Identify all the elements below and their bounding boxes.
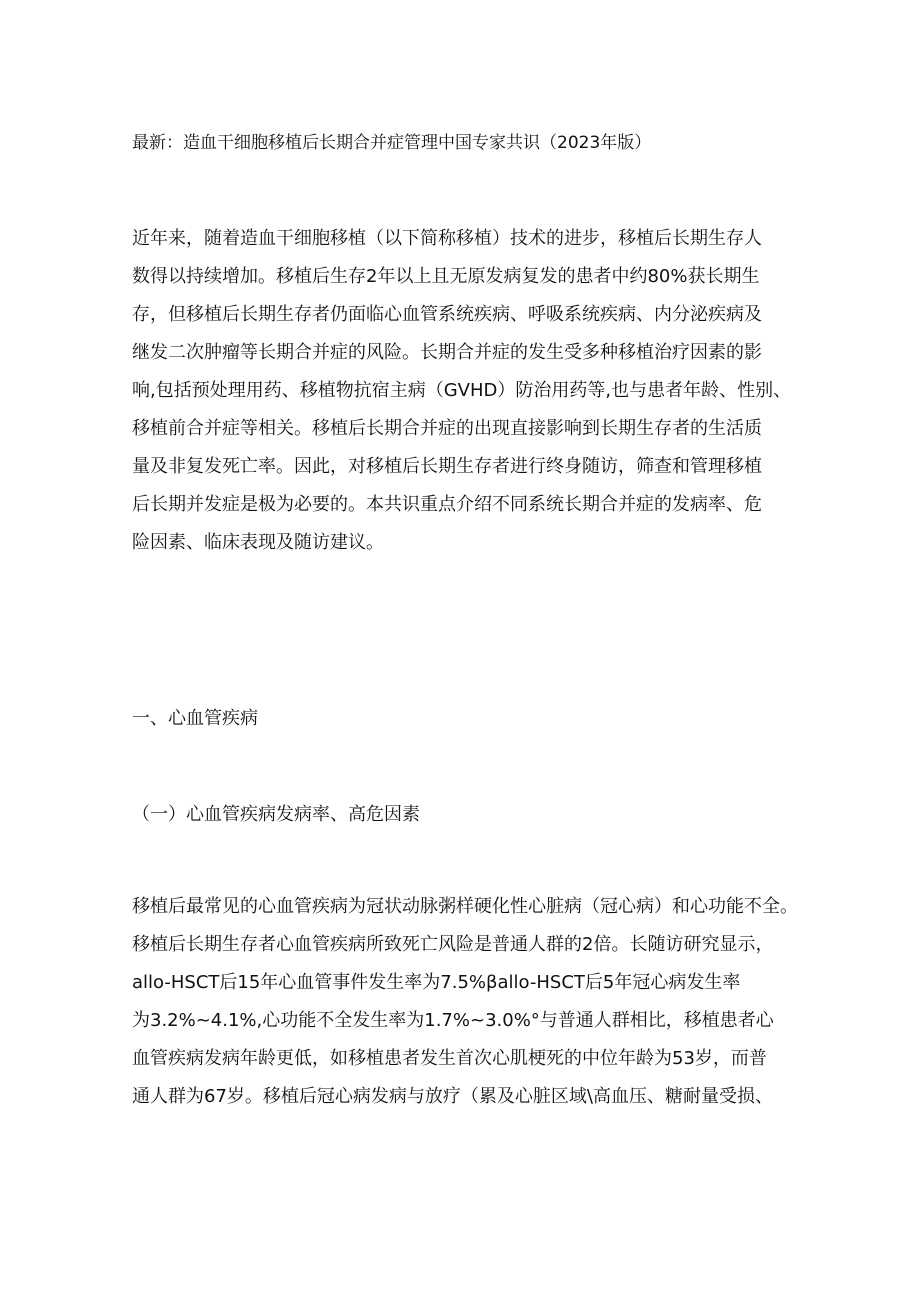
- paragraph-line: allo-HSCT后15年心血管事件发生率为7.5%βallo-HSCT后5年冠心病发生率: [132, 972, 741, 993]
- paragraph-line: 响,包括预处理用药、移植物抗宿主病（GVHD）防治用药等,也与患者年龄、性别、: [132, 380, 792, 401]
- subsection-heading: （一）心血管疾病发病率、高危因素: [132, 804, 420, 825]
- paragraph-line: 为3.2%~4.1%,心功能不全发生率为1.7%~3.0%°与普通人群相比，移植患者心: [132, 1010, 774, 1031]
- paragraph-line: 存，但移植后长期生存者仍面临心血管系统疾病、呼吸系统疾病、内分泌疾病及: [132, 304, 762, 325]
- paragraph-line: 险因素、临床表现及随访建议。: [132, 532, 384, 553]
- paragraph-line: 通人群为67岁。移植后冠心病发病与放疗（累及心脏区域\高血压、糖耐量受损、: [132, 1086, 773, 1107]
- paragraph-line: 移植后长期生存者心血管疾病所致死亡风险是普通人群的2倍。长随访研究显示，: [132, 934, 774, 955]
- paragraph-line: 移植前合并症等相关。移植后长期合并症的出现直接影响到长期生存者的生活质: [132, 418, 762, 439]
- paragraph-line: 量及非复发死亡率。因此，对移植后长期生存者进行终身随访，筛查和管理移植: [132, 456, 762, 477]
- section-heading: 一、心血管疾病: [132, 708, 258, 729]
- paragraph-line: 近年来，随着造血干细胞移植（以下简称移植）技术的进步，移植后长期生存人: [132, 228, 762, 249]
- paragraph-line: 数得以持续增加。移植后生存2年以上且无原发病复发的患者中约80%获长期生: [132, 266, 760, 287]
- paragraph-line: 血管疾病发病年龄更低，如移植患者发生首次心肌梗死的中位年龄为53岁，而普: [132, 1048, 767, 1069]
- body-paragraph: [132, 888, 812, 1116]
- paragraph-line: 后长期并发症是极为必要的。本共识重点介绍不同系统长期合并症的发病率、危: [132, 494, 762, 515]
- paragraph-line: 继发二次肿瘤等长期合并症的风险。长期合并症的发生受多种移植治疗因素的影: [132, 342, 762, 363]
- paragraph-line: 移植后最常见的心血管疾病为冠状动脉粥样硬化性心脏病（冠心病）和心功能不全。: [132, 896, 798, 917]
- document-title: 最新：造血干细胞移植后长期合并症管理中国专家共识（2023年版）: [132, 133, 652, 153]
- intro-paragraph: [132, 220, 812, 562]
